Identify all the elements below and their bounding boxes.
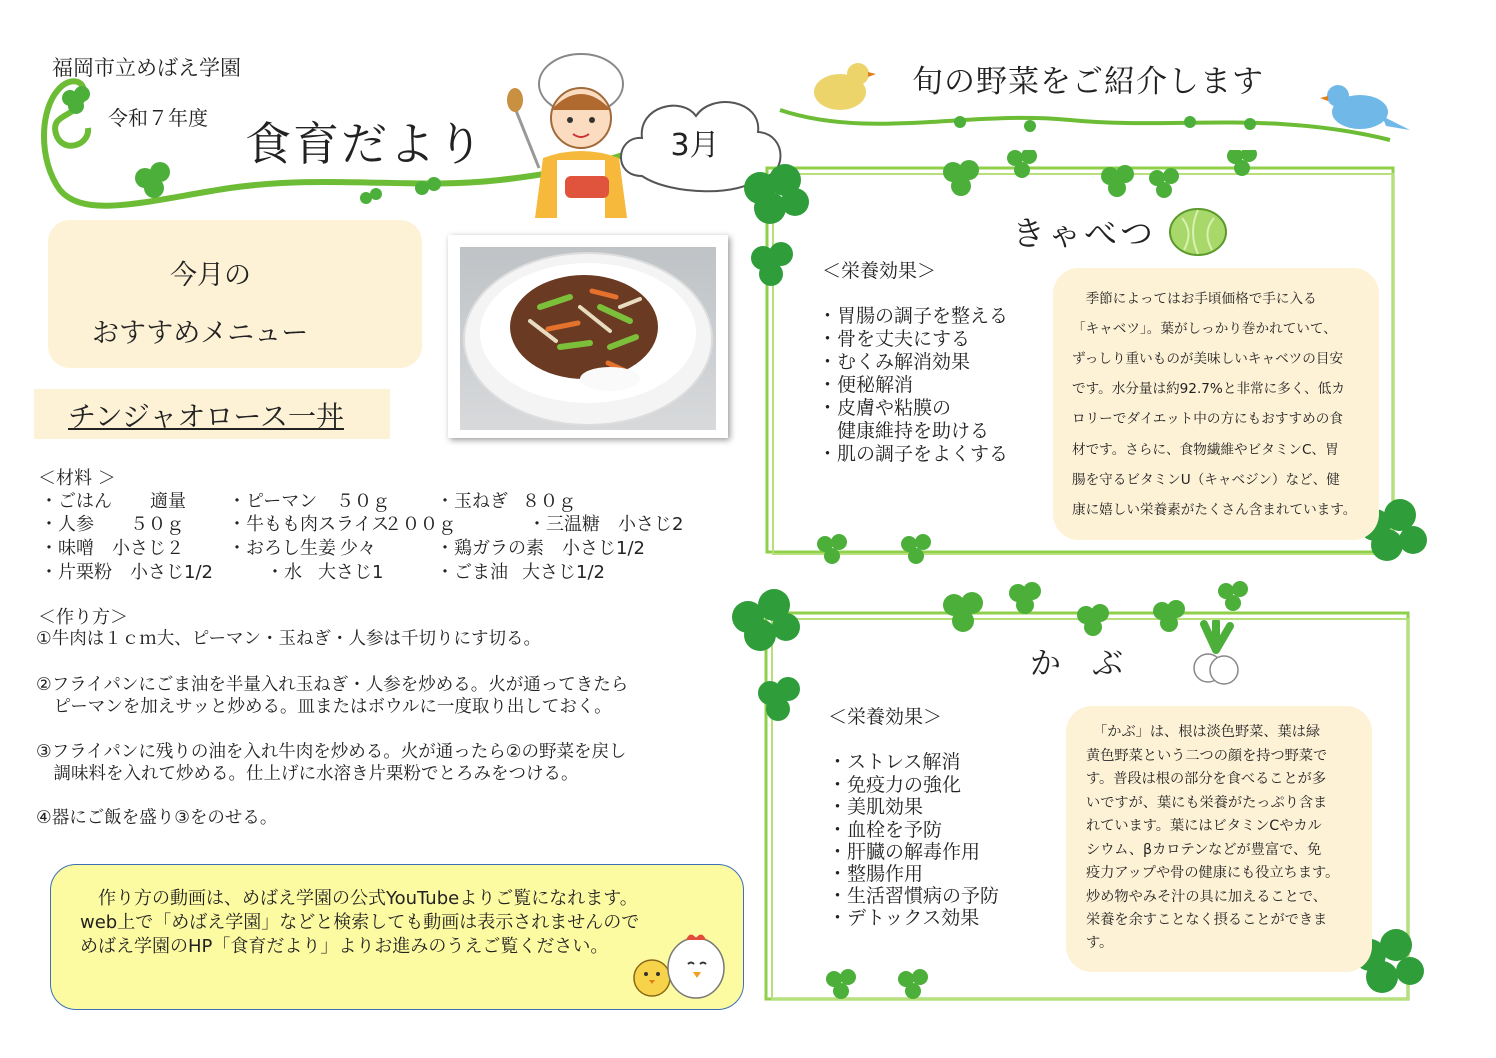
cabbage-effect: ・便秘解消 bbox=[818, 374, 914, 396]
ingredient-name: ・味噌 bbox=[40, 538, 94, 559]
cabbage-description-line: 康に嬉しい栄養素がたくさん含まれています。 bbox=[1072, 502, 1357, 518]
method-step: ②フライパンにごま油を半量入れ玉ねぎ・人参を炒める。火が通ってきたら ピーマンを加えサッと炒める。皿またはボウルに一度取り出しておく。 bbox=[36, 675, 629, 717]
turnip-description-line: 黄色野菜という二つの顔を持つ野菜で bbox=[1086, 748, 1328, 764]
ingredient-amount: 小さじ1/2 bbox=[130, 562, 213, 583]
cabbage-effects-heading: ＜栄養効果＞ bbox=[822, 260, 937, 282]
ingredient-name: ・玉ねぎ bbox=[436, 491, 508, 512]
ingredient-name: ・鶏ガラの素 bbox=[436, 538, 544, 559]
turnip-effects-heading: ＜栄養効果＞ bbox=[828, 706, 943, 728]
ingredient-name: ・ピーマン bbox=[228, 491, 318, 512]
cabbage-effect: 健康維持を助ける bbox=[818, 420, 990, 442]
method-step: ①牛肉は１ｃｍ大、ピーマン・玉ねぎ・人参は千切りにす切る。 bbox=[36, 629, 541, 649]
cabbage-effect: ・皮膚や粘膜の bbox=[818, 397, 952, 419]
cabbage-effect: ・骨を丈夫にする bbox=[818, 328, 971, 350]
cabbage-effect: ・胃腸の調子を整える bbox=[818, 305, 1009, 327]
cabbage-description-line: ロリーでダイエット中の方にもおすすめの食 bbox=[1072, 411, 1343, 427]
ingredient-amount: ８０ｇ bbox=[522, 491, 576, 512]
turnip-description-line: す。普段は根の部分を食べることが多 bbox=[1086, 771, 1327, 787]
video-note-line: めばえ学園のHP「食育だより」よりお進みのうえご覧ください。 bbox=[80, 936, 609, 957]
turnip-effect: ・生活習慣病の予防 bbox=[828, 885, 1000, 907]
ingredient-name: ・牛もも肉スライス bbox=[228, 514, 390, 535]
turnip-description-line: 疫力アップや骨の健康にも役立ちます。 bbox=[1086, 865, 1340, 881]
turnip-effect: ・美肌効果 bbox=[828, 796, 924, 818]
turnip-description-line: す。 bbox=[1086, 935, 1114, 951]
method-step: ④器にご飯を盛り③をのせる。 bbox=[36, 808, 278, 828]
birds-vine-decoration bbox=[770, 50, 1430, 160]
turnip-description-line: れています。葉にはビタミンCやカル bbox=[1086, 818, 1322, 834]
ingredient-name: ・三温糖 bbox=[528, 514, 600, 535]
cabbage-description-line: です。水分量は約92.7%と非常に多く、低カ bbox=[1072, 381, 1345, 397]
cabbage-description-line: 季節によってはお手頃価格で手に入る bbox=[1072, 291, 1317, 307]
turnip-icon bbox=[1190, 620, 1242, 688]
method-heading: ＜作り方＞ bbox=[38, 607, 128, 628]
ingredient-name: ・水 bbox=[266, 562, 302, 583]
cabbage-description-line: 「キャベツ」。葉がしっかり巻かれていて、 bbox=[1072, 321, 1337, 337]
turnip-effect: ・ストレス解消 bbox=[828, 751, 961, 773]
seasonal-heading: 旬の野菜をご紹介します bbox=[912, 64, 1264, 100]
ingredient-name: ・ごま油 bbox=[436, 562, 508, 583]
cabbage-description-line: 材です。さらに、食物繊維やビタミンC、胃 bbox=[1072, 442, 1339, 458]
dish-name: チンジャオロース一丼 bbox=[68, 400, 344, 433]
cabbage-description-line: ずっしり重いものが美味しいキャベツの目安 bbox=[1072, 351, 1344, 367]
turnip-effect: ・肝臓の解毒作用 bbox=[828, 841, 981, 863]
dish-photo bbox=[460, 247, 716, 430]
month-label: 3月 bbox=[670, 128, 720, 163]
turnip-effect: ・整腸作用 bbox=[828, 863, 924, 885]
chick-hen-illustration bbox=[630, 928, 730, 1002]
fiscal-year: 令和７年度 bbox=[108, 106, 208, 130]
ingredient-name: ・ごはん bbox=[40, 491, 112, 512]
school-name: 福岡市立めばえ学園 bbox=[52, 56, 241, 80]
method-step: ③フライパンに残りの油を入れ牛肉を炒める。火が通ったら②の野菜を戻し 調味料を入れて炒める。仕上げに水溶き片栗粉でとろみをつける。 bbox=[36, 742, 627, 784]
newsletter-title: 食育だより bbox=[245, 117, 485, 171]
menu-heading-line2: おすすめメニュー bbox=[92, 318, 309, 349]
ingredient-amount: 小さじ２ bbox=[112, 538, 184, 559]
ingredients-heading: ＜材料 ＞ bbox=[38, 468, 116, 489]
dish-photo-illustration bbox=[460, 247, 716, 430]
cabbage-icon bbox=[1168, 206, 1228, 256]
video-note-line: web上で「めばえ学園」などと検索しても動画は表示されませんので bbox=[80, 912, 640, 933]
cabbage-effect: ・むくみ解消効果 bbox=[818, 351, 971, 373]
turnip-name: か ぶ bbox=[1030, 646, 1123, 682]
cabbage-description-line: 腸を守るビタミンU（キャベジン）など、健 bbox=[1072, 472, 1340, 488]
turnip-description-line: シウム、βカロテンなどが豊富で、免 bbox=[1086, 842, 1322, 858]
cabbage-effect: ・肌の調子をよくする bbox=[818, 443, 1009, 465]
ingredient-name: ・片栗粉 bbox=[40, 562, 112, 583]
turnip-description-line: 「かぶ」は、根は淡色野菜、葉は緑 bbox=[1086, 724, 1321, 740]
ingredient-amount: 小さじ1/2 bbox=[562, 538, 645, 559]
turnip-effect: ・免疫力の強化 bbox=[828, 774, 962, 796]
ingredient-amount: ５０ｇ bbox=[336, 491, 390, 512]
ingredient-amount: ２００ｇ bbox=[384, 514, 456, 535]
ingredient-amount: 少々 bbox=[340, 538, 376, 559]
turnip-description-line: いですが、葉にも栄養がたっぷり含ま bbox=[1086, 795, 1328, 811]
turnip-effect: ・デトックス効果 bbox=[828, 907, 980, 929]
turnip-description-line: 栄養を余すことなく摂ることができま bbox=[1086, 912, 1328, 928]
ingredient-amount: 大さじ1/2 bbox=[522, 562, 605, 583]
ingredient-amount: ５０ｇ bbox=[130, 514, 184, 535]
turnip-effect: ・血栓を予防 bbox=[828, 819, 943, 841]
video-note-line: 作り方の動画は、めばえ学園の公式YouTubeよりご覧になれます。 bbox=[98, 888, 638, 909]
turnip-description-line: 炒め物やみそ汁の具に加えることで、 bbox=[1086, 889, 1327, 905]
ingredient-amount: 適量 bbox=[150, 491, 186, 512]
cabbage-name: きゃべつ bbox=[1012, 214, 1156, 253]
ingredient-name: ・人参 bbox=[40, 514, 94, 535]
ingredient-amount: 小さじ2 bbox=[618, 514, 684, 535]
menu-heading-line1: 今月の bbox=[170, 260, 251, 291]
ingredient-name: ・おろし生姜 bbox=[228, 538, 336, 559]
ingredient-amount: 大さじ1 bbox=[318, 562, 384, 583]
